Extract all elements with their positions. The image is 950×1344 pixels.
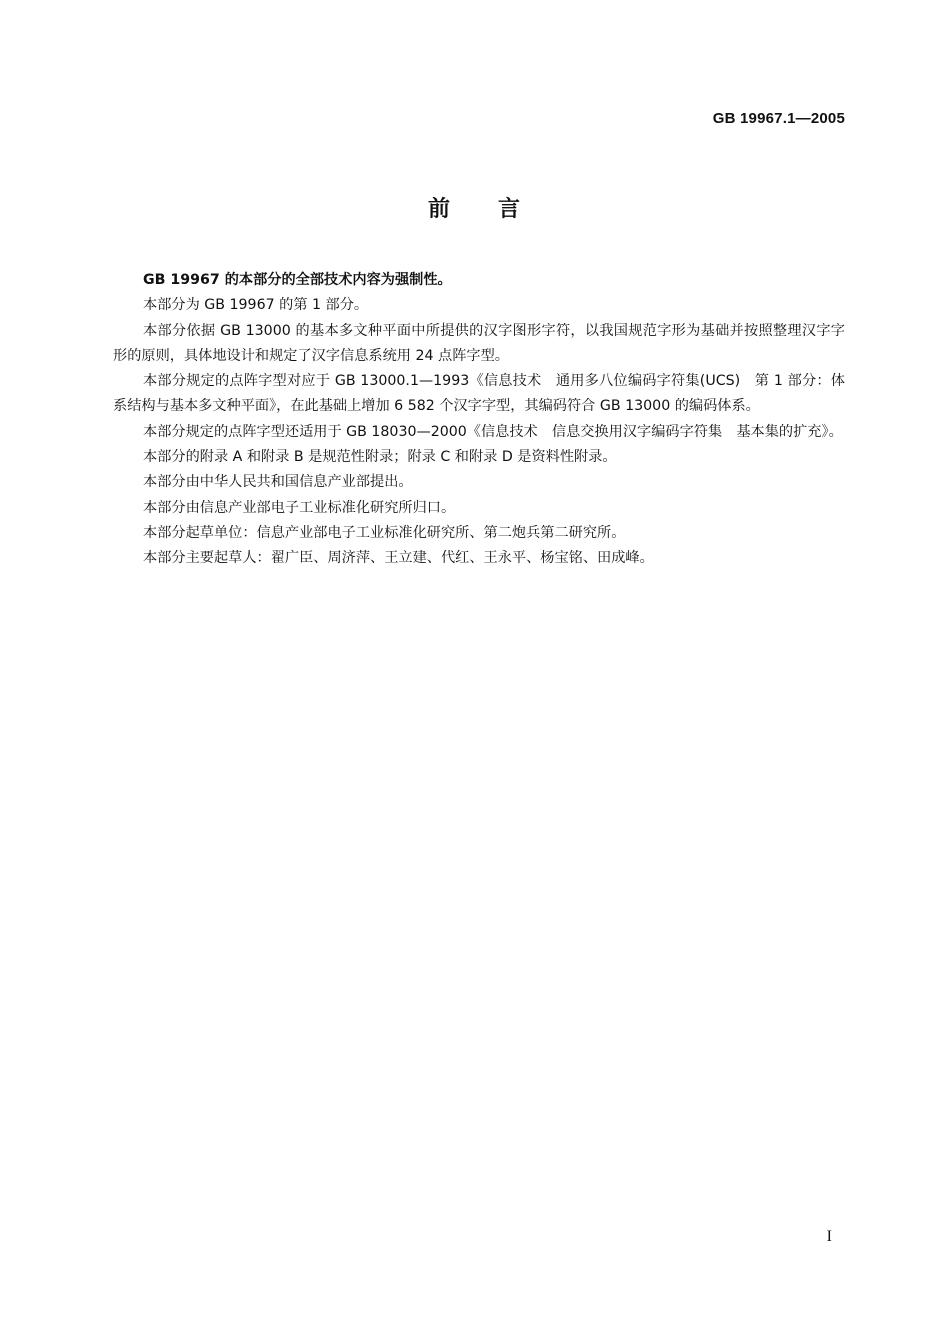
page-number: I (826, 1228, 832, 1245)
page-title (0, 192, 950, 223)
paragraph-correspondence: 本部分规定的点阵字型对应于 GB 13000.1—1993《信息技术 通用多八位编码字符集(UCS) 第 1 部分：体系结构与基本多文种平面》，在此基础上增加 6 582 个汉字字型，其编码符合 GB 13000 的编码体系。 (113, 373, 845, 415)
paragraph-annexes: 本部分的附录 A 和附录 B 是规范性附录；附录 C 和附录 D 是资料性附录。 (143, 449, 617, 466)
paragraph-centralized-by: 本部分由信息产业部电子工业标准化研究所归口。 (143, 499, 456, 516)
paragraph-drafting-units: 本部分起草单位：信息产业部电子工业标准化研究所、第二炮兵第二研究所。 (143, 524, 626, 541)
standard-code: GB 19967.1—2005 (712, 110, 845, 127)
paragraph-applicability: 本部分规定的点阵字型还适用于 GB 18030—2000《信息技术 信息交换用汉字编码字符集 基本集的扩充》。 (143, 423, 843, 440)
paragraph-part-number: 本部分为 GB 19967 的第 1 部分。 (143, 297, 369, 314)
title-char-2: 言 (498, 197, 523, 222)
paragraph-mandatory: GB 19967 的本部分的全部技术内容为强制性。 (143, 272, 452, 288)
paragraph-proposed-by: 本部分由中华人民共和国信息产业部提出。 (143, 474, 413, 491)
foreword-body (113, 268, 845, 572)
paragraph-basis: 本部分依据 GB 13000 的基本多文种平面中所提供的汉字图形字符，以我国规范字形为基础并按照整理汉字字形的原则，具体地设计和规定了汉字信息系统用 24 点阵字型。 (113, 322, 845, 364)
paragraph-drafters: 本部分主要起草人：翟广臣、周济萍、王立建、代红、王永平、杨宝铭、田成峰。 (143, 550, 654, 567)
title-char-1: 前 (427, 197, 452, 222)
